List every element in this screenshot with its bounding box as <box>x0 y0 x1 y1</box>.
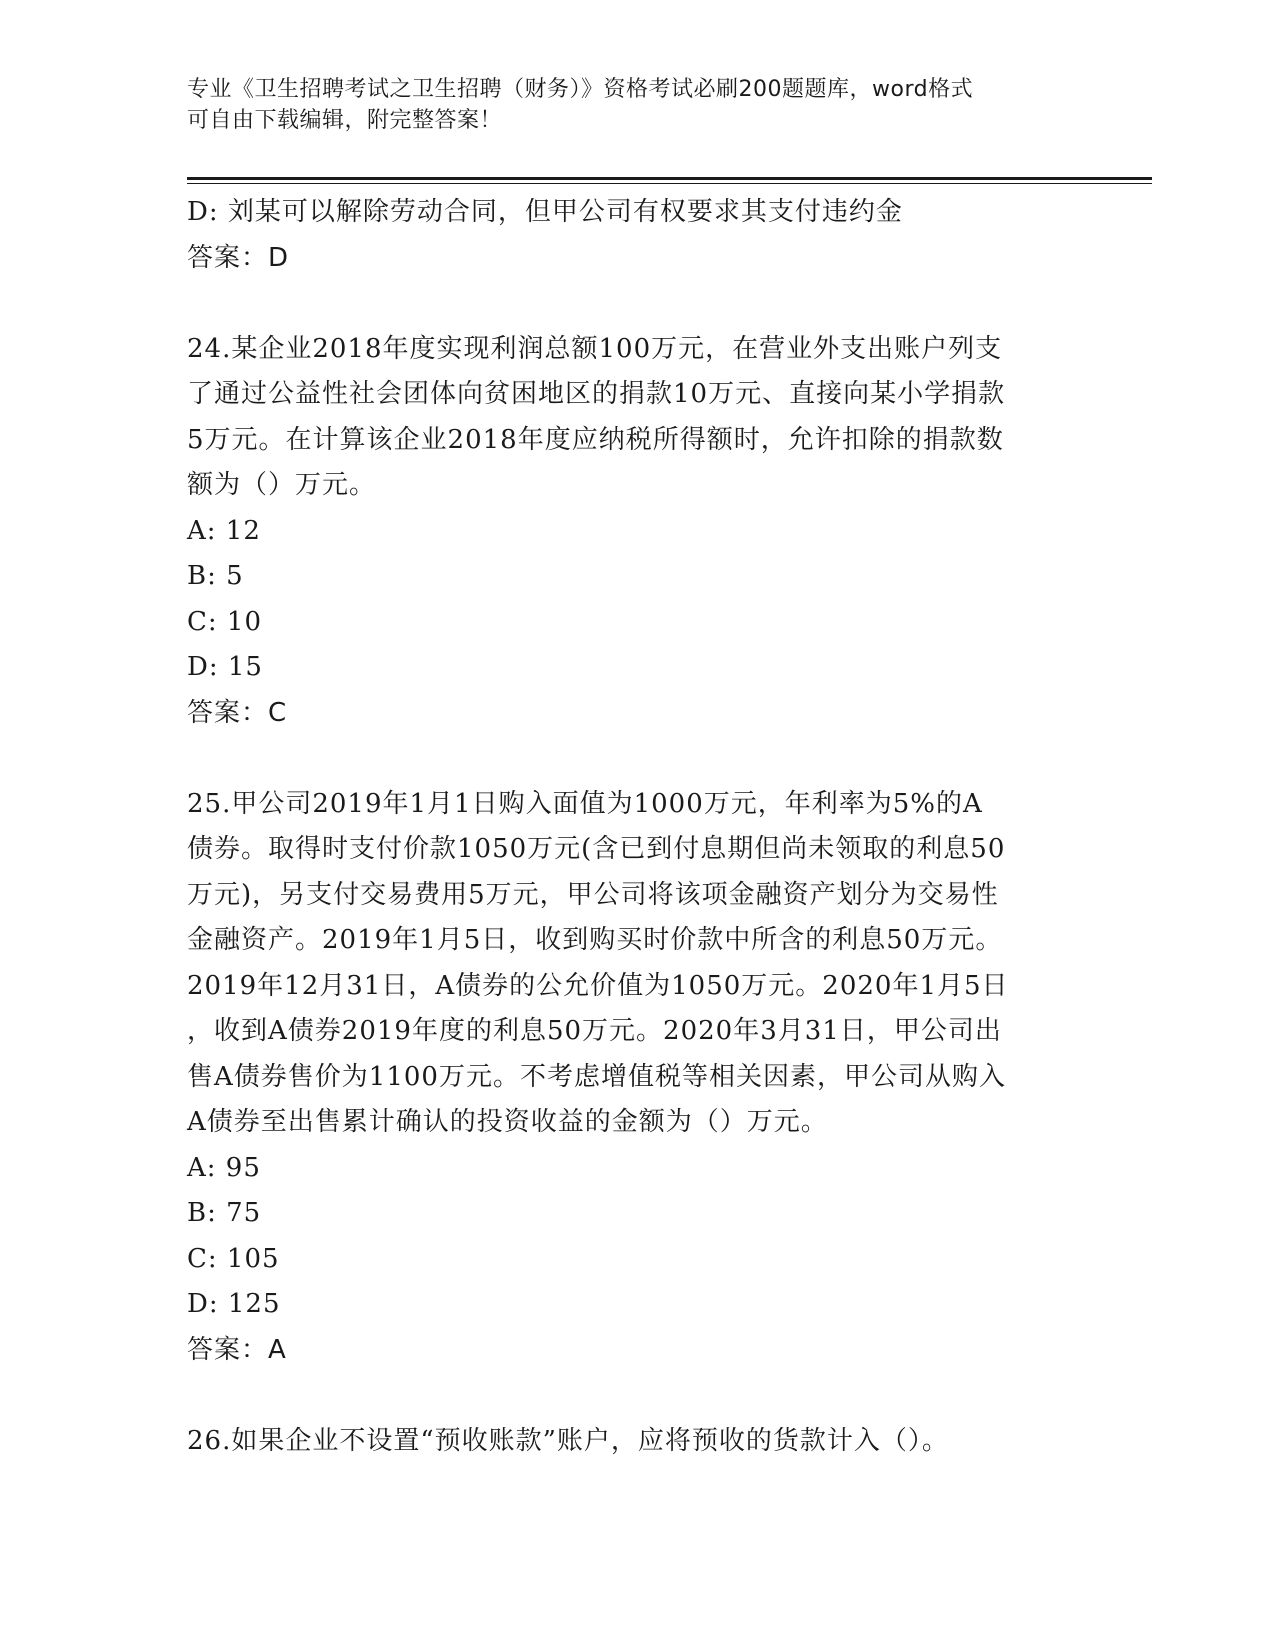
spacer <box>187 736 1082 782</box>
header-rule-thin <box>187 183 1152 184</box>
page-header <box>187 74 1067 136</box>
option-a: A: 95 <box>187 1152 261 1183</box>
option-d: D: 15 <box>187 652 263 682</box>
question-25 <box>187 782 1082 1374</box>
question-line: 25.甲公司2019年1月1日购入面值为1000万元，年利率为5%的A <box>187 788 983 819</box>
question-24 <box>187 327 1082 737</box>
header-line-1: 专业《卫生招聘考试之卫生招聘（财务）》资格考试必刷200题题库，word格式 <box>187 77 974 102</box>
answer-line: 答案：A <box>187 1334 287 1365</box>
option-c: C: 105 <box>187 1243 280 1274</box>
prev-question-tail <box>187 190 1082 281</box>
option-c: C: 10 <box>187 606 263 637</box>
question-line: ，收到A债券2019年度的利息50万元。2020年3月31日，甲公司出 <box>187 1016 1002 1046</box>
question-line: 5万元。在计算该企业2018年度应纳税所得额时，允许扣除的捐款数 <box>187 424 1004 455</box>
answer-line: 答案：C <box>187 697 288 728</box>
question-line: 26.如果企业不设置“预收账款”账户，应将预收的货款计入（）。 <box>187 1425 949 1456</box>
option-b: B: 5 <box>187 561 244 591</box>
question-line: 万元)，另支付交易费用5万元，甲公司将该项金融资产划分为交易性 <box>187 879 999 910</box>
question-line: 了通过公益性社会团体向贫困地区的捐款10万元、直接向某小学捐款 <box>187 379 1006 409</box>
option-b: B: 75 <box>187 1198 262 1228</box>
question-line: 债券。取得时支付价款1050万元(含已到付息期但尚未领取的利息50 <box>187 834 1006 864</box>
option-d: D: 125 <box>187 1289 281 1319</box>
document-body <box>187 190 1082 1464</box>
question-line: A债券至出售累计确认的投资收益的金额为（）万元。 <box>187 1107 828 1137</box>
option-d: D: 刘某可以解除劳动合同，但甲公司有权要求其支付违约金 <box>187 197 903 227</box>
spacer <box>187 1373 1082 1419</box>
header-line-2: 可自由下载编辑，附完整答案！ <box>187 108 503 133</box>
question-line: 24.某企业2018年度实现利润总额100万元，在营业外支出账户列支 <box>187 333 1003 364</box>
answer-line: 答案：D <box>187 242 290 273</box>
option-a: A: 12 <box>187 515 261 546</box>
spacer <box>187 281 1082 327</box>
question-line: 金融资产。2019年1月5日，收到购买时价款中所含的利息50万元。 <box>187 925 1003 955</box>
header-rule-thick <box>187 177 1152 180</box>
question-26 <box>187 1419 1082 1465</box>
question-line: 额为（）万元。 <box>187 470 377 500</box>
question-line: 售A债券售价为1100万元。不考虑增值税等相关因素，甲公司从购入 <box>187 1061 1006 1092</box>
question-line: 2019年12月31日，A债券的公允价值为1050万元。2020年1月5日 <box>187 970 1009 1001</box>
